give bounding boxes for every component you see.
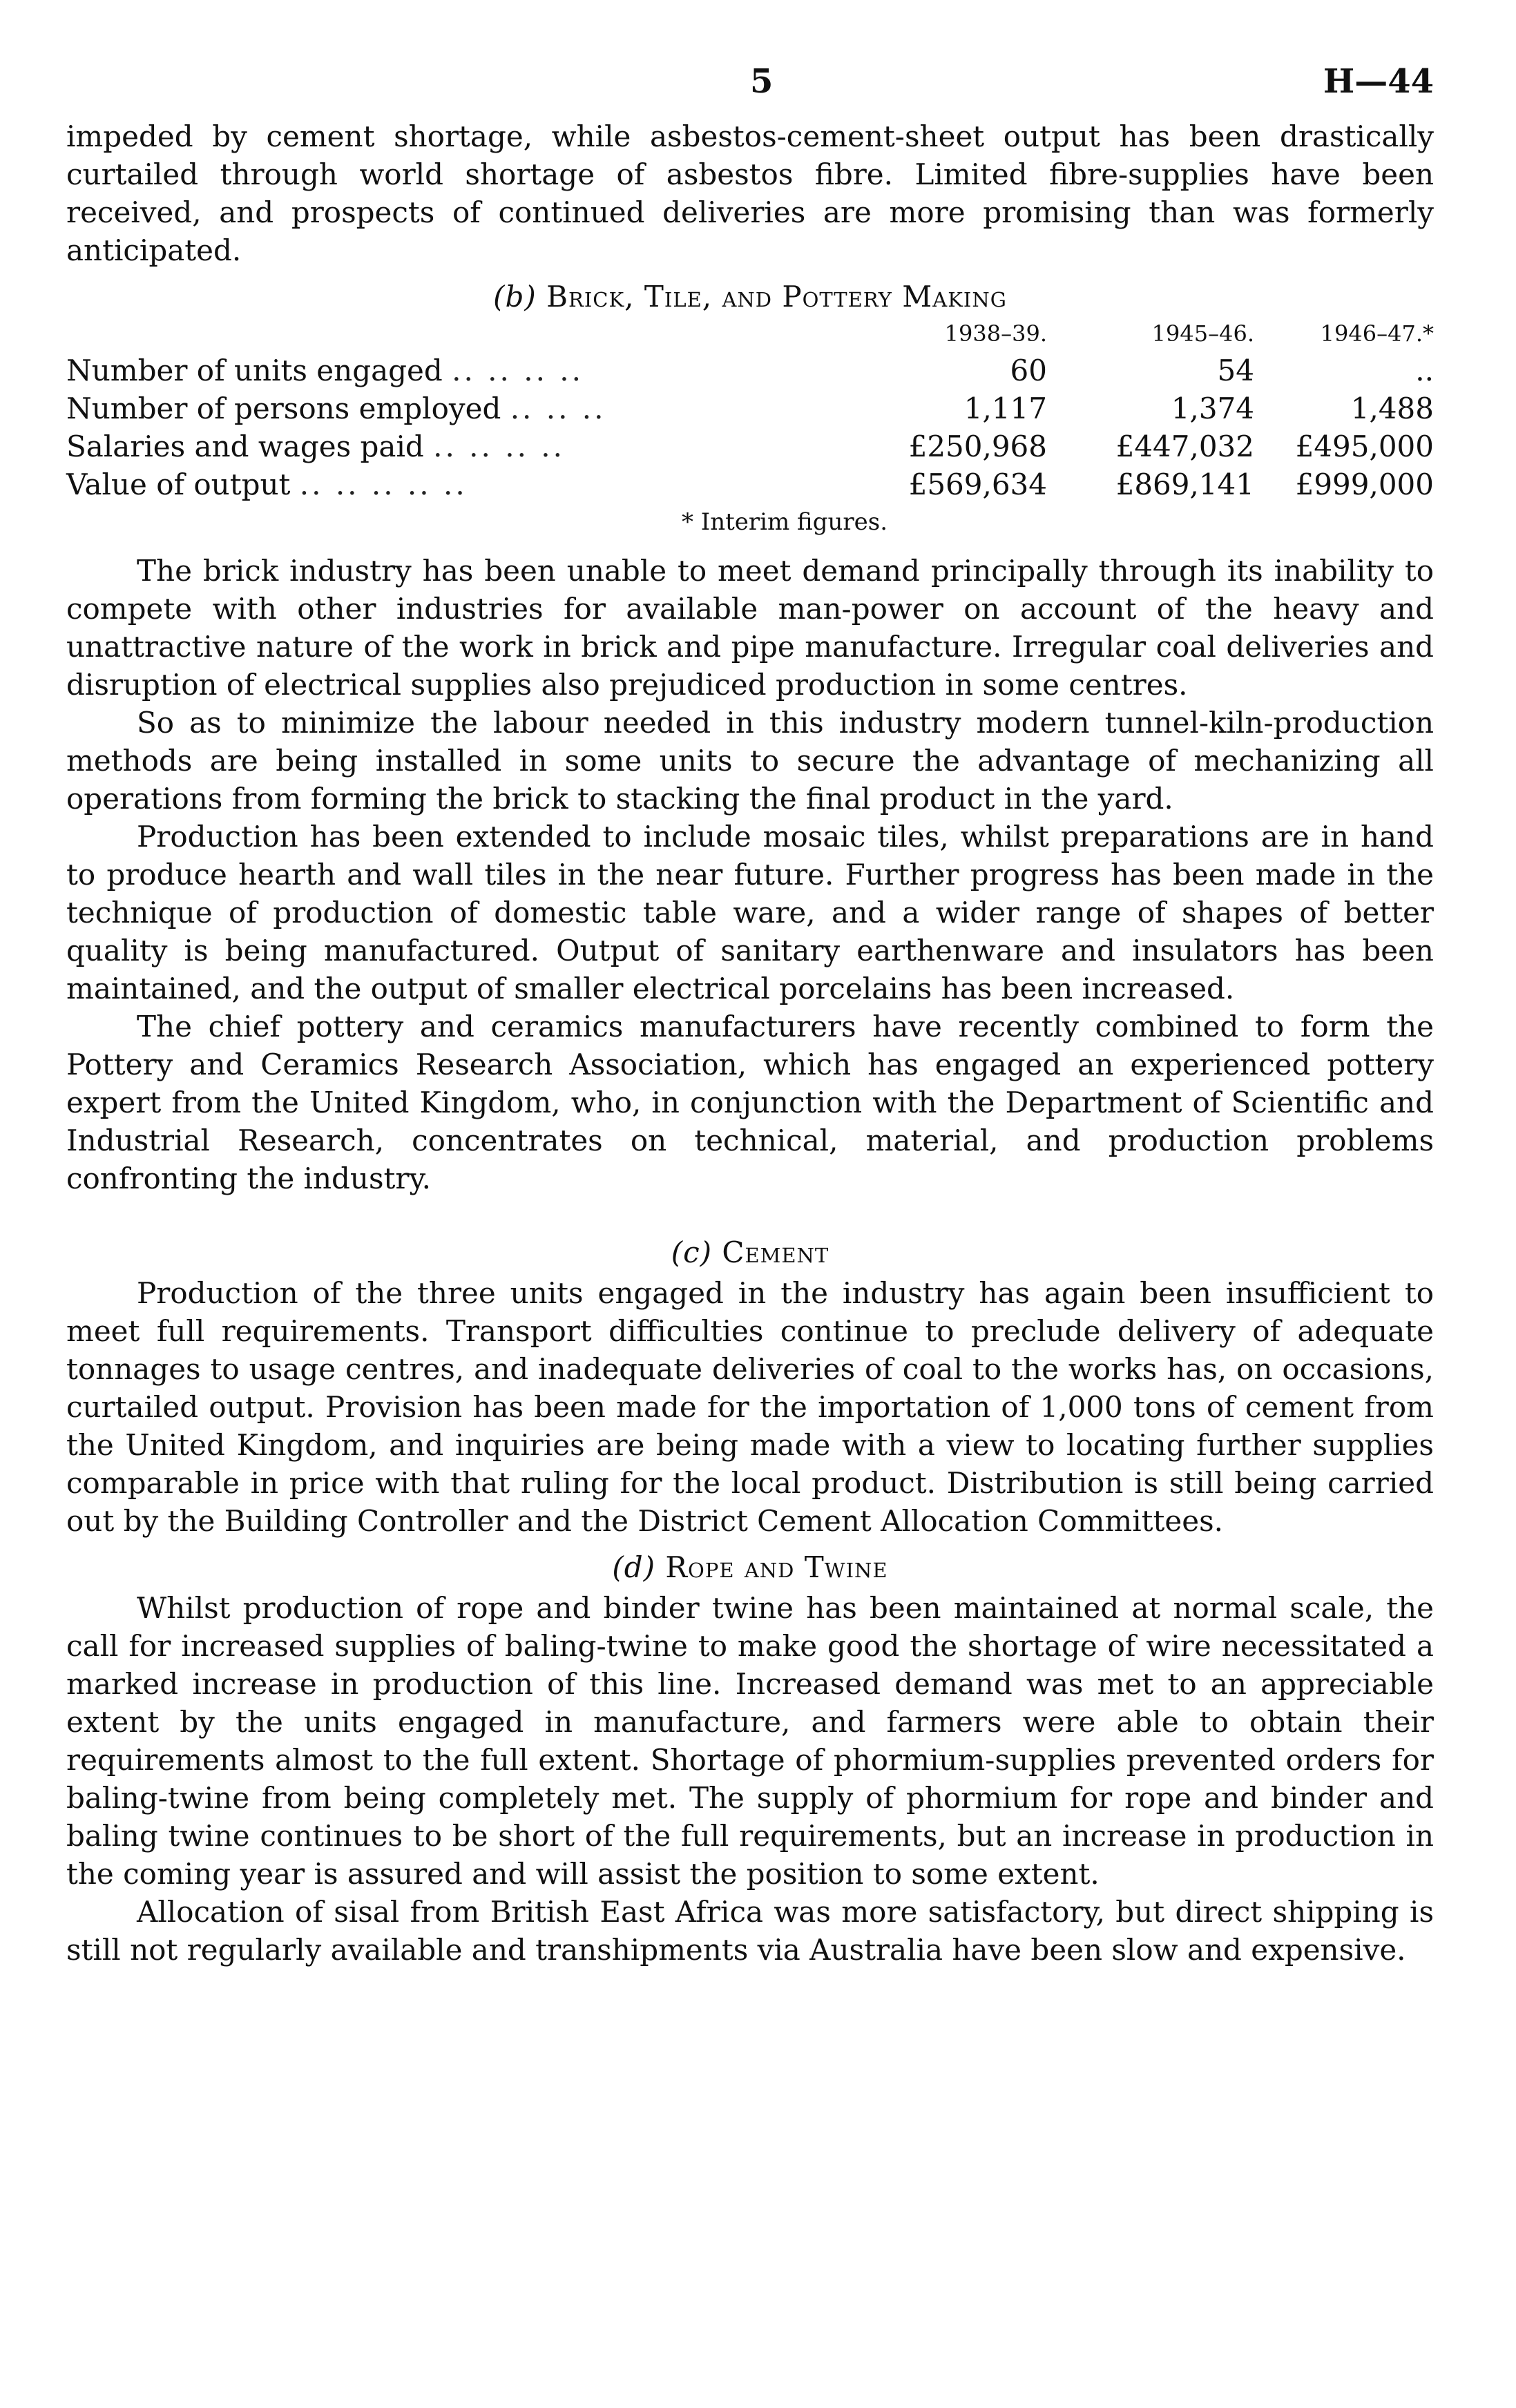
leader-dots: .. .. .. xyxy=(510,392,606,425)
section-d-title: Rope and Twine xyxy=(665,1550,888,1584)
table-header-year: 1938–39. xyxy=(944,320,1047,347)
row-label: Number of persons employed xyxy=(66,392,501,425)
table-header-label xyxy=(66,318,840,351)
section-d-letter: (d) xyxy=(612,1550,656,1584)
leader-dots: .. .. .. .. .. xyxy=(299,468,468,501)
row-label-cell xyxy=(66,465,840,503)
leader-dots: .. .. .. .. xyxy=(452,354,584,387)
table-row xyxy=(66,389,1434,427)
page-number: 5 xyxy=(750,62,774,101)
table-row xyxy=(66,427,1434,465)
table-cell: 1,488 xyxy=(1350,392,1434,425)
table-cell: 54 xyxy=(1217,354,1254,387)
section-c-paragraph: Production of the three units engaged in the industry has again been insufficient to meet full requirements. Transport difficulties continue to preclude delivery of adequate tonnages to usage centres, and inadequate deliveries of coal to the works has, on occasions, curtailed output. Provision has been made for the importation of 1,000 tons of cement from the United Kingdom, and inquiries are being made with a view to locating further supplies comparable in price with that ruling for the local product. Distribution is still being carried out by the Building Controller and the District Cement Allocation Committees. xyxy=(66,1276,1434,1538)
row-label: Salaries and wages paid xyxy=(66,430,424,463)
page-header xyxy=(66,55,1434,117)
row-label-cell xyxy=(66,427,840,465)
table-cell: £569,634 xyxy=(908,468,1047,501)
row-label-cell xyxy=(66,351,840,389)
leader-dots: .. .. .. .. xyxy=(433,430,565,463)
section-c-letter: (c) xyxy=(671,1235,713,1269)
table-cell: .. xyxy=(1415,354,1434,387)
section-b-paragraph: Production has been extended to include mosaic tiles, whilst preparations are in hand to produce hearth and wall tiles in the near future. Further progress has been made in the technique of production of domestic table ware, and a wider range of shapes of better quality is being manufactured. Output of sanitary earthenware and insulators has been maintained, and the output of smaller electrical porcelains has been increased. xyxy=(66,820,1434,1005)
table-cell: £869,141 xyxy=(1115,468,1254,501)
table-header-year: 1946–47.* xyxy=(1320,320,1434,347)
table-cell: £495,000 xyxy=(1295,430,1434,463)
section-b-paragraph: So as to minimize the labour needed in this industry modern tunnel-kiln-production methods are being installed in some units to secure the advantage of mechanizing all operations from forming the brick to stacking the final product in the yard. xyxy=(66,706,1434,816)
section-b-letter: (b) xyxy=(493,280,537,314)
statistics-table xyxy=(66,318,1434,503)
table-cell: £999,000 xyxy=(1295,468,1434,501)
section-c-heading xyxy=(66,1233,1434,1271)
table-cell: 60 xyxy=(1010,354,1047,387)
table-row xyxy=(66,465,1434,503)
section-b-paragraph: The chief pottery and ceramics manufacturers have recently combined to form the Pottery and Ceramics Research Association, which has engaged an experienced pottery expert from the United Kingdom, who, in conjunction with the Department of Scientific and Industrial Research, concentrates on technical, material, and production problems confronting the industry. xyxy=(66,1010,1434,1195)
section-d-paragraph: Whilst production of rope and binder twine has been maintained at normal scale, the call for increased supplies of baling-twine to make good the shortage of wire necessitated a marked increase in production of this line. Increased demand was met to an appreciable extent by the units engaged in manufacture, and farmers were able to obtain their requirements almost to the full extent. Shortage of phormium-supplies prevented orders for baling-twine from being completely met. The supply of phormium for rope and binder and baling twine continues to be short of the full requirements, but an increase in production in the coming year is assured and will assist the position to some extent. xyxy=(66,1591,1434,1891)
table-cell: £250,968 xyxy=(908,430,1047,463)
section-b-paragraph: The brick industry has been unable to meet demand principally through its inability to compete with other industries for available man-power on account of the heavy and unattractive nature of the work in brick and pipe manufacture. Irregular coal deliveries and disruption of electrical supplies also prejudiced production in some centres. xyxy=(66,554,1434,702)
section-d-paragraph: Allocation of sisal from British East Africa was more satisfactory, but direct shipping is still not regularly available and transhipments via Australia have been slow and expensive. xyxy=(66,1895,1434,1967)
document-page xyxy=(66,55,1434,1969)
table-cell: 1,117 xyxy=(963,392,1047,425)
section-d-heading xyxy=(66,1548,1434,1586)
table-header-year: 1945–46. xyxy=(1151,320,1254,347)
table-cell: £447,032 xyxy=(1115,430,1254,463)
row-label: Value of output xyxy=(66,468,291,501)
document-reference: H—44 xyxy=(1323,62,1434,101)
row-label-cell xyxy=(66,389,840,427)
table-header-row xyxy=(66,318,1434,351)
table-cell: 1,374 xyxy=(1171,392,1254,425)
section-b-title: Brick, Tile, and Pottery Making xyxy=(546,280,1007,314)
intro-paragraph: impeded by cement shortage, while asbestos-cement-sheet output has been drastically curtailed through world shortage of asbestos fibre. Limited fibre-supplies have been received, and prospects of continued deliveries are more promising than was formerly anticipated. xyxy=(66,119,1434,267)
section-b-heading xyxy=(66,278,1434,316)
table-row xyxy=(66,351,1434,389)
table-footnote: * Interim figures. xyxy=(681,508,888,536)
row-label: Number of units engaged xyxy=(66,354,443,387)
section-c-title: Cement xyxy=(722,1235,829,1269)
